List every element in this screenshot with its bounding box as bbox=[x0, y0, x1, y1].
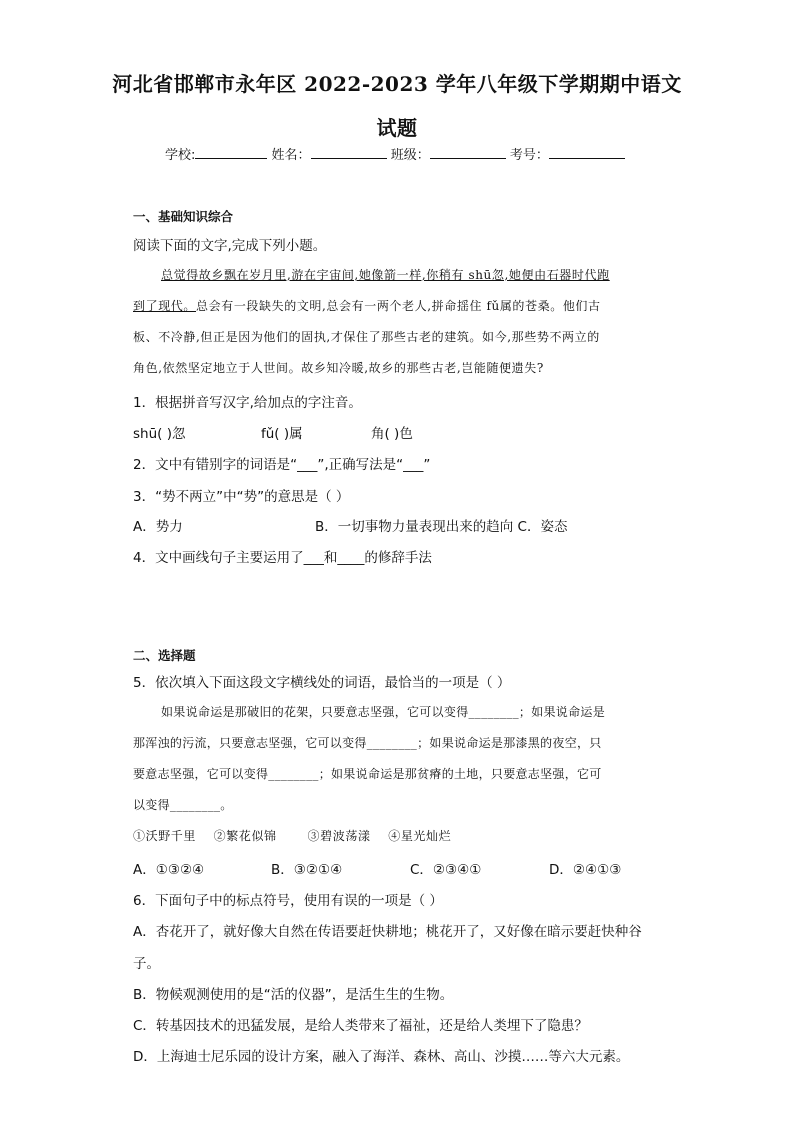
question-3-options bbox=[133, 515, 567, 535]
passage-line-4: 角色,依然坚定地立于人世间。故乡知冷暖,故乡的那些古老,岂能随便遗失? bbox=[133, 361, 544, 375]
class-label: 班级： bbox=[390, 148, 430, 163]
name-label: 姓名： bbox=[271, 148, 311, 163]
q3-option-bc: B．一切事物力量表现出来的趋向 C．姿态 bbox=[315, 519, 568, 535]
class-blank[interactable] bbox=[430, 146, 506, 159]
q5-word-options: ①沃野千里 ②繁花似锦 ③碧波荡漾 ④星光灿烂 bbox=[133, 829, 452, 843]
question-1-items bbox=[133, 422, 413, 442]
passage-line-1: 总觉得故乡飘在岁月里,游在宇宙间,她像箭一样,你稍有 shū忽,她便由石器时代跑 bbox=[161, 268, 610, 282]
q1-item-a: shū( )忽 bbox=[133, 426, 186, 442]
q5-option-a: A．①③②④ bbox=[133, 862, 205, 878]
student-info-row bbox=[165, 144, 625, 163]
exam-title-line1: 河北省邯郸市永年区 2022-2023 学年八年级下学期期中语文 bbox=[112, 72, 682, 96]
exam-title-line2: 试题 bbox=[376, 116, 418, 140]
section1-heading: 一、基础知识综合 bbox=[133, 209, 234, 224]
q5-option-d: D．②④①③ bbox=[549, 862, 622, 878]
q5-option-c: C．②③④① bbox=[410, 862, 482, 878]
q6-option-b: B．物候观测使用的是“活的仪器”，是活生生的生物。 bbox=[133, 987, 454, 1003]
section1-instruction: 阅读下面的文字,完成下列小题。 bbox=[133, 238, 327, 254]
school-label: 学校: bbox=[165, 148, 196, 163]
question-2: 2．文中有错别字的词语是“___”,正确写法是“___” bbox=[133, 457, 431, 473]
q6-option-d: D．上海迪士尼乐园的设计方案，融入了海洋、森林、高山、沙摸……等六大元素。 bbox=[133, 1049, 630, 1065]
q5-option-b: B．③②①④ bbox=[271, 862, 343, 878]
q5-passage-line-4: 以变得________。 bbox=[133, 798, 233, 812]
exam-number-label: 考号： bbox=[509, 148, 549, 163]
passage-line-2 bbox=[133, 297, 601, 314]
school-blank[interactable] bbox=[195, 146, 267, 159]
section2-heading: 二、选择题 bbox=[133, 648, 196, 663]
passage-line-2-rest: 总会有一段缺失的文明,总会有一两个老人,拼命揺住 fǔ属的苍桑。他们古 bbox=[196, 299, 601, 313]
q5-passage-line-2: 那浑浊的污流，只要意志坚强，它可以变得________；如果说命运是那漆黑的夜空，只 bbox=[133, 736, 602, 750]
exam-number-blank[interactable] bbox=[549, 146, 625, 159]
question-5-options bbox=[133, 858, 621, 878]
q3-option-a: A．势力 bbox=[133, 519, 183, 535]
q1-item-b: fǔ( )属 bbox=[261, 426, 303, 442]
q6-option-a-line1: A．杏花开了，就好像大自然在传语要赶快耕地；桃花开了，又好像在暗示要赶快种谷 bbox=[133, 924, 642, 940]
question-5: 5．依次填入下面这段文字横线处的词语，最恰当的一项是（ ） bbox=[133, 675, 511, 691]
name-blank[interactable] bbox=[311, 146, 387, 159]
q1-item-c: 角( )色 bbox=[371, 426, 413, 442]
question-6: 6．下面句子中的标点符号，使用有误的一项是（ ） bbox=[133, 893, 443, 909]
passage-line-2-underlined: 到了现代。 bbox=[133, 299, 197, 313]
question-3: 3．“势不两立”中“势”的意思是（ ） bbox=[133, 489, 350, 505]
question-1: 1．根据拼音写汉字,给加点的字注音。 bbox=[133, 395, 362, 411]
passage-line-3: 板、不冷静,但正是因为他们的固执,才保住了那些古老的建筑。如今,那些势不两立的 bbox=[133, 330, 600, 344]
q5-passage-line-3: 要意志坚强，它可以变得________；如果说命运是那贫瘠的土地，只要意志坚强，它可 bbox=[133, 767, 602, 781]
q6-option-c: C．转基因技术的迅猛发展，是给人类带来了福祉，还是给人类埋下了隐患？ bbox=[133, 1018, 588, 1034]
q5-passage-line-1: 如果说命运是那破旧的花架，只要意志坚强，它可以变得________；如果说命运是 bbox=[161, 705, 606, 719]
q6-option-a-line2: 子。 bbox=[133, 956, 160, 972]
question-4: 4．文中画线句子主要运用了___和____的修辞手法 bbox=[133, 550, 432, 566]
